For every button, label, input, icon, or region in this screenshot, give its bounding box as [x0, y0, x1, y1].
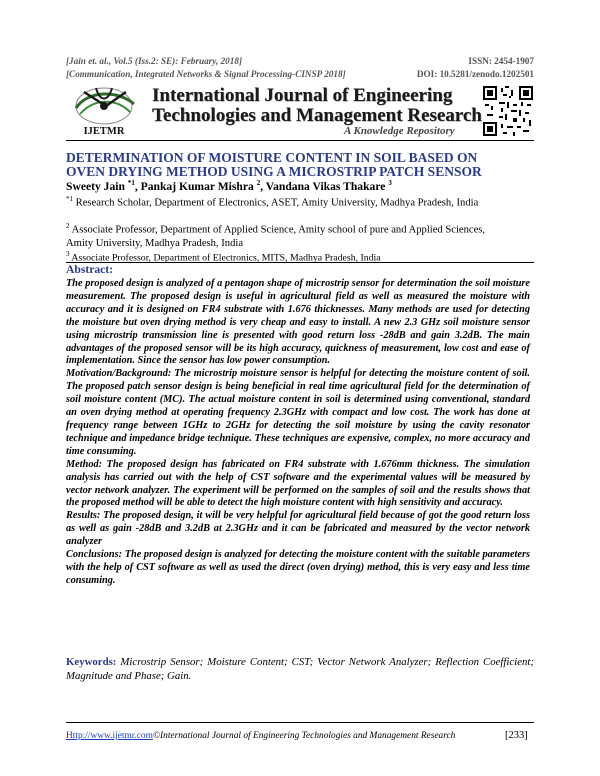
affiliation-2-text: Associate Professor, Department of Applied Science, Amity school of pure and Applied Sciences, Amity University, Madhya Pradesh, India	[66, 224, 486, 249]
paper-title-line1: DETERMINATION OF MOISTURE CONTENT IN SOIL BASED ON	[66, 150, 478, 165]
citation: [Jain et. al., Vol.5 (Iss.2: SE): February, 2018]	[66, 56, 243, 66]
abstract-results: Results: The proposed design, it will be very helpful for agricultural field because of got the good return loss as well as gain -28dB and 3.2dB at 2.3GHz and it can be fabricated and measured by the vector network analyzer	[66, 510, 530, 548]
author-3: , Vandana Vikas Thakare	[260, 179, 389, 193]
affiliation-1-text: Research Scholar, Department of Electronics, ASET, Amity University, Madhya Pradesh, India	[73, 197, 479, 209]
journal-tagline: A Knowledge Repository	[344, 125, 455, 137]
qr-code-icon	[483, 86, 533, 136]
page-number: [233]	[505, 730, 528, 741]
author-1-sup: *1	[127, 179, 135, 187]
paper-title-line2: OVEN DRYING METHOD USING A MICROSTRIP PATCH SENSOR	[66, 164, 482, 179]
author-2: , Pankaj Kumar Mishra	[134, 179, 257, 193]
affiliation-2	[66, 220, 506, 250]
footer-rule	[66, 722, 534, 723]
globe-logo-icon	[66, 84, 144, 136]
affiliation-2-sup: 2	[66, 222, 70, 230]
abstract-body	[66, 278, 530, 588]
special-issue: [Communication, Integrated Networks & Signal Processing-CINSP 2018]	[66, 69, 346, 79]
author-3-sup: 3	[388, 179, 392, 187]
affiliation-3-text: Associate Professor, Department of Electronics, MITS, Madhya Pradesh, India	[69, 252, 381, 264]
journal-logo	[66, 84, 144, 136]
author-2-sup: 2	[256, 179, 261, 187]
footer-url-link[interactable]: Http://www.ijetmr.com	[66, 731, 153, 741]
journal-title-line1: International Journal of Engineering	[152, 85, 453, 106]
keywords-label: Keywords:	[66, 656, 117, 668]
abstract-paragraph-1: The proposed design is analyzed of a pentagon shape of microstrip sensor for determination the soil moisture measurement. The proposed design is useful in agricultural field as well as measured the moisture with accuracy and it is designed on FR4 substrate with 1.676 thicknesses. Many methods are used for detecting the moisture but oven drying method is very cheap and easy to install. A new 2.3 GHz soil moisture sensor using microstrip transmission line is presented with good return loss -28dB and gain 3.2dB. The main advantages of the proposed sensor will be its high accuracy, quickness of measurement, low cost and ease of implementation. Since the sensor has low power consumption.	[66, 278, 530, 367]
header-rule	[66, 140, 534, 141]
abstract-rule	[66, 262, 534, 263]
author-1: Sweety Jain	[66, 179, 128, 193]
journal-title-line2: Technologies and Management Research	[152, 105, 482, 126]
logo-text: IJETMR	[83, 126, 125, 136]
keywords	[66, 656, 534, 683]
abstract-conclusions: Conclusions: The proposed design is analyzed for detecting the moisture content with the suitable parameters with the help of CST software as well as used the direct (oven drying) method, this is very easy and less time consuming.	[66, 549, 530, 586]
issn: ISSN: 2454-1907	[468, 56, 534, 66]
abstract-heading: Abstract:	[66, 263, 114, 276]
footer-copyright: ©International Journal of Engineering Technologies and Management Research	[152, 731, 456, 741]
affiliation-1-sup: *1	[66, 195, 73, 203]
authors	[66, 179, 392, 193]
keywords-text: Microstrip Sensor; Moisture Content; CST; Vector Network Analyzer; Reflection Coefficient; Magnitude and Phase; Gain.	[66, 656, 534, 682]
affiliation-3-sup: 3	[66, 250, 70, 258]
footer	[66, 731, 455, 741]
affiliation-1	[66, 193, 506, 210]
doi: DOI: 10.5281/zenodo.1202501	[416, 69, 534, 79]
abstract-method: Method: The proposed design has fabricated on FR4 substrate with 1.676mm thickness. The simulation analysis has carried out with the help of CST software and the experimental values will be measured by vector network analyzer. The experiment will be performed on the samples of soil and the results shows that the proposed method will be able to detect the high moisture content with high sensitivity and accuracy.	[66, 458, 530, 509]
abstract-motivation: Motivation/Background: The microstrip moisture sensor is helpful for detecting the moisture content of soil. The proposed patch sensor design is being beneficial in real time agricultural field for the determination of soil moisture content (MC). The actual moisture content in soil is determined using conventional, standard an oven drying method at operating frequency 2.3GHz with compact and low cost. The work has done at frequency range between 1GHz to 2GHz for detecting the soil moisture by using the cavity resonator technique and impedance bridge technique. These techniques are expensive, complex, no more accuracy and time consuming.	[66, 368, 530, 457]
